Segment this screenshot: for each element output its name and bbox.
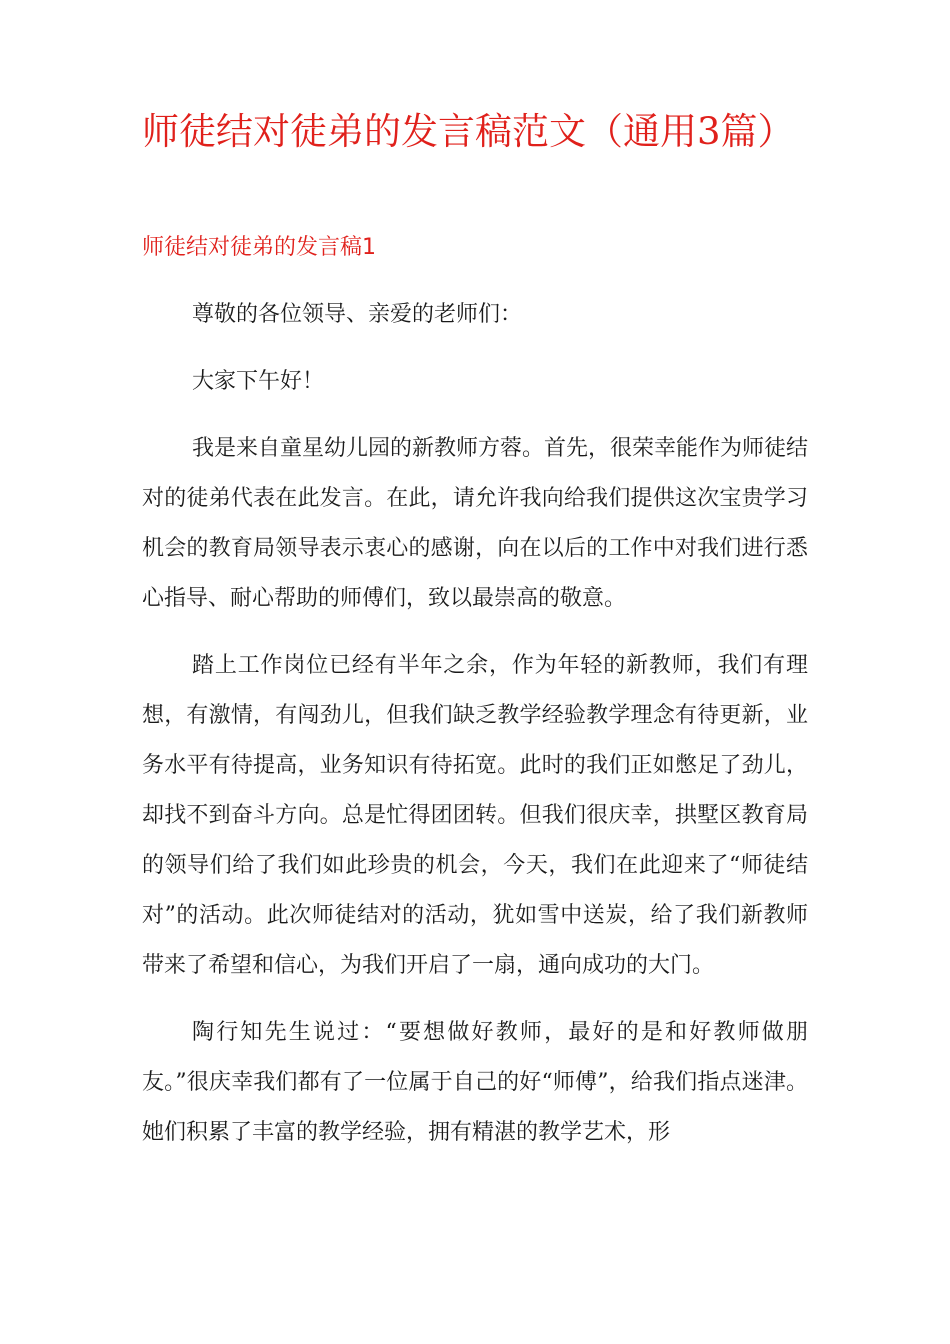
body-paragraph: 踏上工作岗位已经有半年之余，作为年轻的新教师，我们有理想，有激情，有闯劲儿，但我们缺乏教学经验教学理念有待更新，业务水平有待提高，业务知识有待拓宽。此时的我们正如憋足了劲儿，却找不到奋斗方向。总是忙得团团转。但我们很庆幸，拱墅区教育局的领导们给了我们如此珍贵的机会，今天，我们在此迎来了“师徒结对”的活动。此次师徒结对的活动，犹如雪中送炭，给了我们新教师带来了希望和信心，为我们开启了一扇，通向成功的大门。 — [142, 653, 808, 978]
salutation-paragraph: 尊敬的各位领导、亲爱的老师们： — [192, 302, 523, 327]
section-heading: 师徒结对徒弟的发言稿1 — [142, 235, 376, 260]
body-paragraph: 我是来自童星幼儿园的新教师方蓉。首先，很荣幸能作为师徒结对的徒弟代表在此发言。在此，请允许我向给我们提供这次宝贵学习机会的教育局领导表示衷心的感谢，向在以后的工作中对我们进行悉心指导、耐心帮助的师傅们，致以最崇高的敬意。 — [142, 436, 809, 611]
greeting-paragraph: 大家下午好！ — [192, 369, 325, 394]
body-text — [142, 290, 808, 1175]
document-title: 师徒结对徒弟的发言稿范文（通用3篇） — [142, 110, 795, 153]
body-paragraph: 陶行知先生说过：“要想做好教师，最好的是和好教师做朋友。”很庆幸我们都有了一位属于自己的好“师傅”，给我们指点迷津。她们积累了丰富的教学经验，拥有精湛的教学艺术，形 — [142, 1020, 808, 1145]
